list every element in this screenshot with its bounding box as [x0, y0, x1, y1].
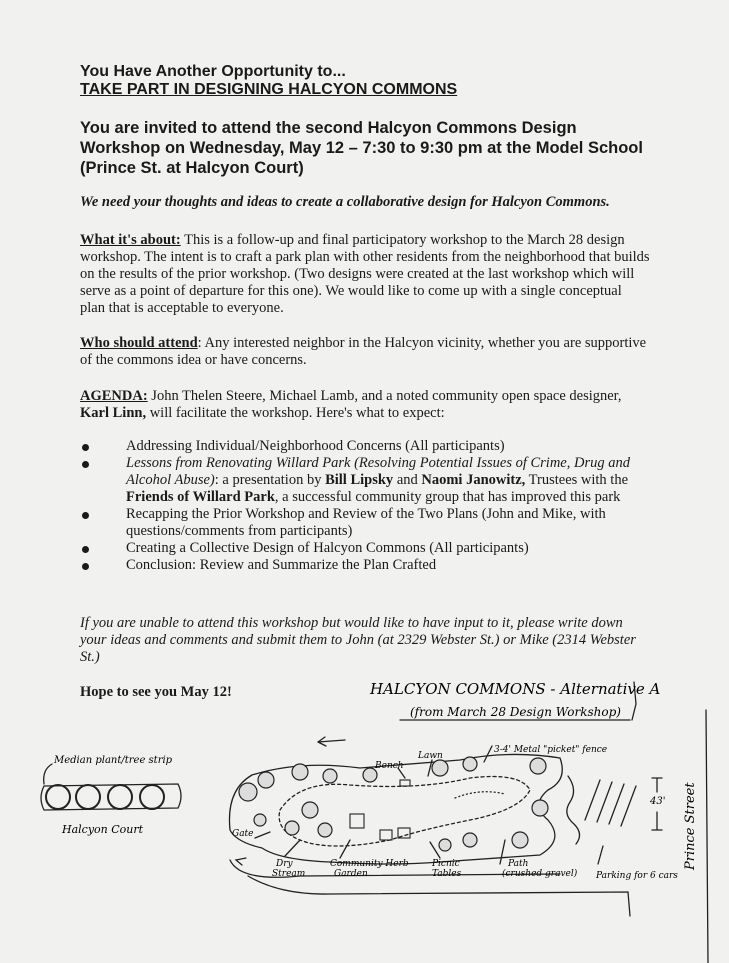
- list-item-text: and: [393, 472, 422, 488]
- list-item: [80, 506, 660, 540]
- list-item: [80, 540, 660, 557]
- width-label: 43': [650, 796, 666, 807]
- dry-stream-label-2: Stream: [272, 869, 306, 879]
- bench-label: Bench: [375, 761, 404, 771]
- list-item-text: : a presentation by: [214, 472, 326, 488]
- presenter-name: Naomi Janowitz,: [421, 472, 526, 488]
- herb-garden-label-2: Garden: [334, 869, 368, 879]
- list-item-text: Recapping the Prior Workshop and Review of the Two Plans (John and Mike, with questions/comments from participants): [126, 506, 606, 539]
- bullet-icon: [82, 461, 89, 468]
- header-title: TAKE PART IN DESIGNING HALCYON COMMONS: [80, 81, 458, 98]
- agenda-text: John Thelen Steere, Michael Lamb, and a noted community open space designer,: [147, 388, 622, 404]
- list-item: [80, 557, 660, 574]
- about-text: This is a follow-up and final participatory workshop to the March 28 design workshop. The intent is to craft a park plan with other residents from the neighborhood that builds on the results of the prior workshop. (Two designs were created at the last workshop which will serve as a point of departure for this one). We would like to come up with a single conceptual plan that is acceptable to everyone.: [80, 232, 650, 316]
- list-item-text: Creating a Collective Design of Halcyon Commons (All participants): [126, 540, 529, 556]
- list-item-text: Trustees with the: [525, 472, 629, 488]
- lead-line: We need your thoughts and ideas to create a collaborative design for Halcyon Commons.: [80, 194, 610, 210]
- parking-label: Parking for 6 cars: [596, 871, 678, 881]
- list-item-italic: Lessons from Renovating Willard Park (Resolving Potential Issues of Crime, Drug and Alcohol Abuse): [126, 455, 630, 488]
- list-item-text: , a successful community group that has improved this park: [274, 489, 621, 505]
- court-label: Halcyon Court: [62, 823, 144, 836]
- agenda-text-end: will facilitate the workshop. Here's what to expect:: [146, 405, 445, 421]
- gate-label: Gate: [232, 829, 254, 839]
- fence-label: 3-4' Metal "picket" fence: [494, 745, 608, 755]
- site-plan-sketch: [0, 680, 729, 963]
- agenda-paragraph: [80, 388, 650, 422]
- invitation-heading: You are invited to attend the second Halcyon Commons Design Workshop on Wednesday, May 12 – 7:30 to 9:30 pm at the Model School (Prince St. at Halcyon Court): [80, 119, 643, 177]
- agenda-list: [80, 438, 660, 574]
- header-line: You Have Another Opportunity to...: [80, 63, 346, 80]
- herb-garden-label-1: Community Herb: [330, 859, 409, 869]
- median-label: Median plant/tree strip: [54, 755, 173, 766]
- bullet-icon: [82, 512, 89, 519]
- bullet-icon: [82, 563, 89, 570]
- presenter-name: Bill Lipsky: [325, 472, 394, 488]
- picnic-label-2: Tables: [432, 869, 462, 879]
- about-label: What it's about:: [80, 232, 181, 248]
- sketch-subtitle: (from March 28 Design Workshop): [410, 705, 621, 719]
- list-item: [80, 455, 660, 506]
- signoff: Hope to see you May 12!: [80, 684, 232, 700]
- designer-name: Karl Linn,: [80, 405, 147, 421]
- list-item: [80, 438, 660, 455]
- agenda-label: AGENDA:: [80, 388, 148, 404]
- who-label: Who should attend: [80, 335, 198, 351]
- bullet-icon: [82, 444, 89, 451]
- bullet-icon: [82, 546, 89, 553]
- closing-paragraph: If you are unable to attend this workshop but would like to have input to it, please write down your ideas and comments and submit them to John (at 2329 Webster St.) or Mike (2314 Webster St.): [80, 615, 636, 665]
- who-text: : Any interested neighbor in the Halcyon vicinity, whether you are supportive of the commons idea or have concerns.: [80, 335, 647, 368]
- sketch-title: HALCYON COMMONS - Alternative A: [370, 680, 661, 698]
- dry-stream-label-1: Dry: [276, 859, 293, 869]
- path-label-2: (crushed gravel): [502, 869, 578, 879]
- path-label-1: Path: [508, 859, 529, 869]
- who-paragraph: [80, 335, 650, 369]
- list-item-text: Conclusion: Review and Summarize the Plan Crafted: [126, 557, 437, 573]
- list-item-text: Addressing Individual/Neighborhood Concerns (All participants): [126, 438, 505, 454]
- about-paragraph: [80, 232, 650, 317]
- group-name: Friends of Willard Park: [126, 489, 275, 505]
- street-label: Prince Street: [683, 782, 698, 870]
- picnic-label-1: Picnic: [432, 859, 460, 869]
- lawn-label: Lawn: [418, 751, 443, 761]
